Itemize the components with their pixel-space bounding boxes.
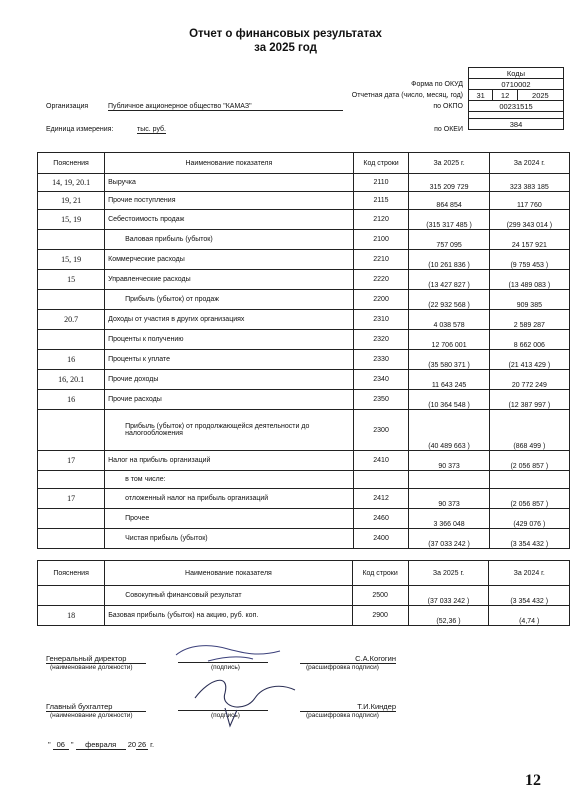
row-previous: (4,74 ) [489,606,570,626]
date-label: Отчетная дата (число, месяц, год) [351,92,463,99]
row-current [409,471,489,489]
header-previous: За 2024 г. [489,153,569,174]
row-code: 2412 [353,489,409,509]
table-row [38,290,570,310]
row-note [38,290,105,310]
row-note [38,471,105,489]
director-name-hint: (расшифровка подписи) [306,664,379,671]
header2-previous: За 2024 г. [489,561,570,586]
financial-results-table [37,152,570,549]
sign-year-abbr: г. [150,740,155,749]
table-row [38,509,570,529]
header-name: Наименование показателя [105,153,354,174]
row-note [38,529,105,549]
row-note: 15, 19 [38,250,105,270]
table-row [38,350,570,370]
accountant-name-hint: (расшифровка подписи) [306,712,379,719]
row-name: Прочие расходы [105,390,354,410]
row-previous: (299 343 014 ) [489,210,569,230]
sign-year-suffix: 26 [137,740,147,749]
row-code: 2350 [353,390,409,410]
row-previous: 24 157 921 [489,230,569,250]
row-current: 12 706 001 [409,330,489,350]
accountant-position-hint: (наименование должности) [50,712,133,719]
okpo-value: 00231515 [469,101,564,112]
accountant-signature-icon [185,668,305,728]
okei-value: 384 [469,119,564,130]
row-note: 15 [38,270,105,290]
row-code: 2115 [353,192,409,210]
row-code: 2900 [352,606,408,626]
date-quote-open: " [48,740,51,749]
report-subtitle: за 2025 год [254,42,317,54]
table-row [38,230,570,250]
date-quote-close: " [70,740,74,749]
codes-header: Коды [469,68,564,79]
table-row [38,250,570,270]
row-name: Управленческие расходы [105,270,354,290]
date-month: 12 [493,90,517,101]
row-code: 2400 [353,529,409,549]
row-name: в том числе: [105,471,354,489]
row-code: 2210 [353,250,409,270]
row-current: 90 373 [409,451,489,471]
row-previous: 909 385 [489,290,569,310]
row-name: Коммерческие расходы [105,250,354,270]
row-current: (10 261 836 ) [409,250,489,270]
table-row [38,192,570,210]
table2-header-row [38,561,570,586]
header2-note: Пояснения [38,561,105,586]
row-name: Налог на прибыль организаций [105,451,354,471]
row-previous: 2 589 287 [489,310,569,330]
sign-month: февраля [76,740,126,750]
page-number: 12 [525,772,541,789]
table-row [38,586,570,606]
row-current: 90 373 [409,489,489,509]
row-note: 16, 20.1 [38,370,105,390]
row-name: Прибыль (убыток) от продолжающейся деятельности до налогообложения [105,410,354,451]
comprehensive-results-table [37,560,570,626]
row-previous: (12 387 997 ) [489,390,569,410]
row-code: 2110 [353,174,409,192]
director-signature-hint: (подпись) [211,664,240,671]
header2-code: Код строки [352,561,408,586]
row-current: (10 364 548 ) [409,390,489,410]
accountant-name: Т.И.Киндер [300,702,396,712]
table-row [38,529,570,549]
row-name: Прибыль (убыток) от продаж [105,290,354,310]
table-row [38,390,570,410]
row-current: (315 317 485 ) [409,210,489,230]
row-note [38,586,105,606]
row-current: (52,36 ) [408,606,489,626]
row-name: Выручка [105,174,354,192]
table-header-row [38,153,570,174]
row-name: Доходы от участия в других организациях [105,310,354,330]
table-row [38,174,570,192]
row-note [38,230,105,250]
row-name: Проценты к получению [105,330,354,350]
row-name: Проценты к уплате [105,350,354,370]
header-note: Пояснения [38,153,105,174]
date-year: 2025 [517,90,563,101]
row-code: 2220 [353,270,409,290]
row-previous: 8 662 006 [489,330,569,350]
row-note: 17 [38,451,105,471]
row-name: Прочие доходы [105,370,354,390]
sign-year-prefix: 20 [127,740,137,749]
table-row [38,310,570,330]
okud-value: 0710002 [469,79,564,90]
table-body [38,174,570,549]
accountant-title: Главный бухгалтер [46,702,146,712]
row-previous: 117 760 [489,192,569,210]
row-code: 2460 [353,509,409,529]
row-current: (37 033 242 ) [409,529,489,549]
row-current: 315 209 729 [409,174,489,192]
row-previous [489,471,569,489]
row-code: 2100 [353,230,409,250]
unit-value: тыс. руб. [137,126,166,133]
okei-label: по ОКЕИ [434,126,463,133]
row-code: 2500 [352,586,408,606]
director-title: Генеральный директор [46,654,146,664]
header2-current: За 2025 г. [408,561,489,586]
row-note: 14, 19, 20.1 [38,174,105,192]
row-current: 864 854 [409,192,489,210]
row-name: Прочие поступления [105,192,354,210]
row-note [38,509,105,529]
table2-body [38,586,570,626]
row-code: 2410 [353,451,409,471]
table-row [38,471,570,489]
row-current: 3 366 048 [409,509,489,529]
row-name: Прочее [105,509,354,529]
row-name: Валовая прибыль (убыток) [105,230,354,250]
table-row [38,370,570,390]
table-row [38,410,570,451]
row-previous: (21 413 429 ) [489,350,569,370]
row-code [353,471,409,489]
row-name: отложенный налог на прибыль организаций [105,489,354,509]
header2-name: Наименование показателя [105,561,352,586]
row-note: 15, 19 [38,210,105,230]
row-current: 757 095 [409,230,489,250]
row-code: 2320 [353,330,409,350]
row-previous: 20 772 249 [489,370,569,390]
row-previous: (2 056 857 ) [489,489,569,509]
row-note: 16 [38,350,105,370]
codes-blank [469,112,564,119]
row-code: 2300 [353,410,409,451]
row-current: (22 932 568 ) [409,290,489,310]
row-note [38,330,105,350]
table-row [38,606,570,626]
row-note: 16 [38,390,105,410]
sign-day: 06 [53,740,69,750]
row-code: 2340 [353,370,409,390]
row-previous: 323 383 185 [489,174,569,192]
org-name: Публичное акционерное общество "КАМАЗ" [108,103,343,111]
table-row [38,489,570,509]
row-previous: (3 354 432 ) [489,529,569,549]
table-row [38,210,570,230]
report-title: Отчет о финансовых результатах [189,28,382,40]
row-previous: (3 354 432 ) [489,586,570,606]
date-day: 31 [469,90,493,101]
row-note: 19, 21 [38,192,105,210]
row-current: (40 489 663 ) [409,410,489,451]
row-name: Себестоимость продаж [105,210,354,230]
director-position-hint: (наименование должности) [50,664,133,671]
row-note: 20.7 [38,310,105,330]
row-previous: (2 056 857 ) [489,451,569,471]
row-code: 2120 [353,210,409,230]
row-note: 18 [38,606,105,626]
okpo-label: по ОКПО [433,103,463,110]
row-name: Чистая прибыль (убыток) [105,529,354,549]
okud-label: Форма по ОКУД [411,81,463,88]
row-code: 2200 [353,290,409,310]
row-previous: (13 489 083 ) [489,270,569,290]
table-row [38,330,570,350]
org-label: Организация [46,103,89,110]
accountant-signature-hint: (подпись) [211,712,240,719]
row-current: 4 038 578 [409,310,489,330]
row-code: 2310 [353,310,409,330]
row-name: Совокупный финансовый результат [105,586,352,606]
row-current: 11 643 245 [409,370,489,390]
row-current: (37 033 242 ) [408,586,489,606]
table-row [38,270,570,290]
director-name: С.А.Когогин [300,654,396,664]
row-previous: (868 499 ) [489,410,569,451]
row-name: Базовая прибыль (убыток) на акцию, руб. коп. [105,606,352,626]
row-current: (13 427 827 ) [409,270,489,290]
row-code: 2330 [353,350,409,370]
codes-box [468,67,564,130]
sign-date [48,740,154,750]
row-current: (35 580 371 ) [409,350,489,370]
row-previous: (429 076 ) [489,509,569,529]
header-current: За 2025 г. [409,153,489,174]
row-previous: (9 759 453 ) [489,250,569,270]
unit-label: Единица измерения: [46,126,114,133]
table-row [38,451,570,471]
row-note [38,410,105,451]
header-code: Код строки [353,153,409,174]
row-note: 17 [38,489,105,509]
